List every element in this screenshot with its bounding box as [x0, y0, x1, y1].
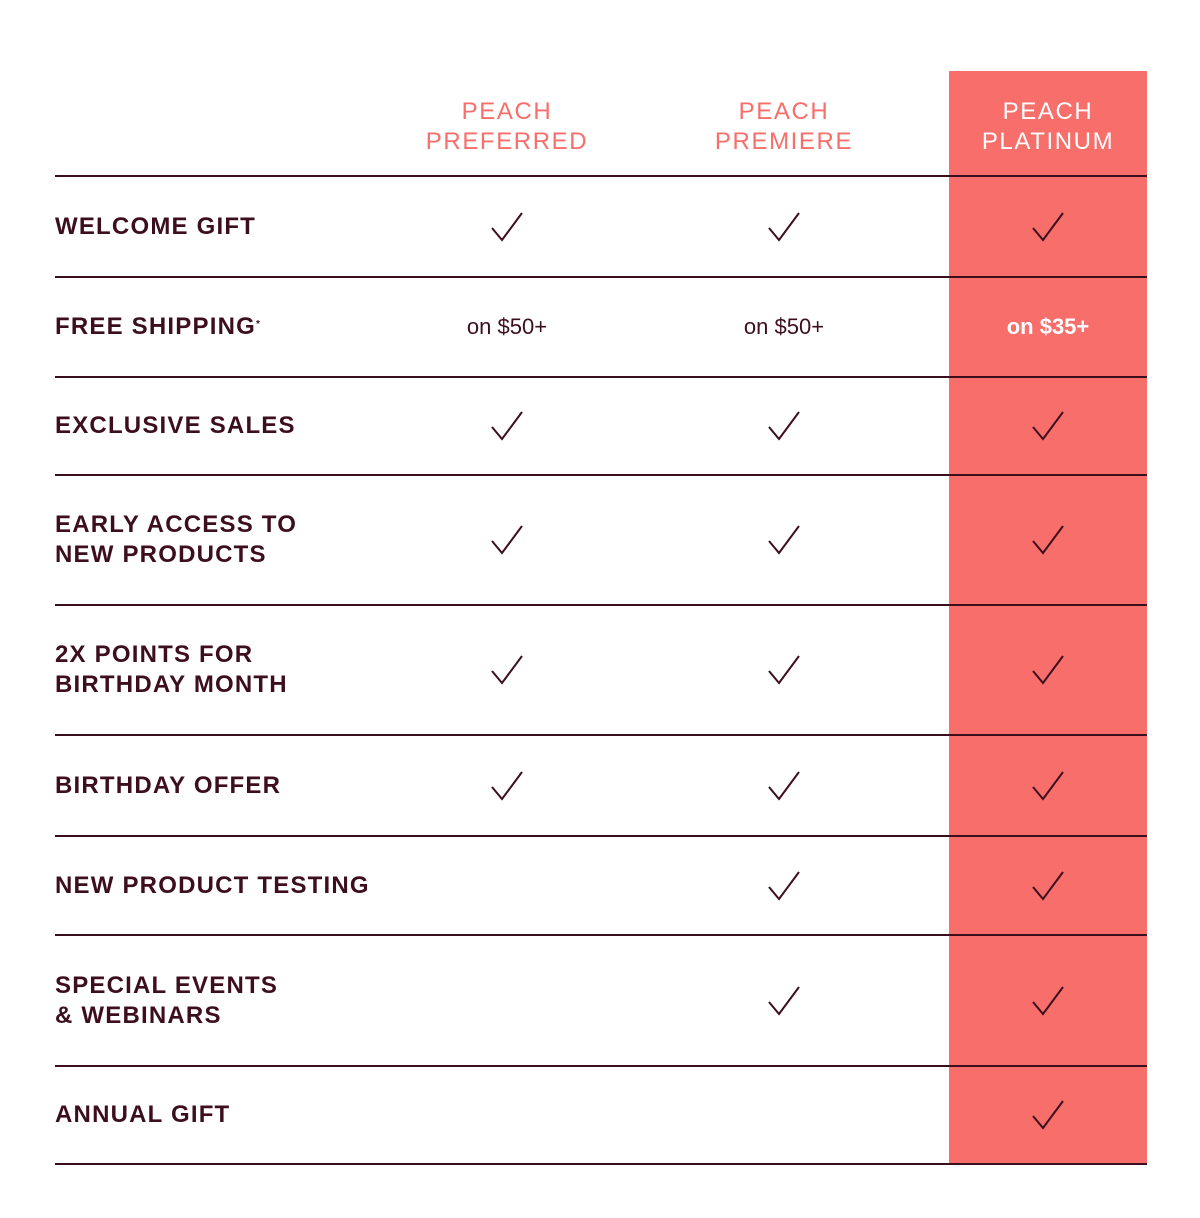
table-row: [55, 1065, 1147, 1165]
benefit-label: SPECIAL EVENTS & WEBINARS: [55, 971, 279, 1029]
check-icon: [491, 771, 523, 801]
benefit-label: ANNUAL GIFT: [55, 1101, 231, 1128]
check-icon: [491, 212, 523, 242]
benefit-label: NEW PRODUCT TESTING: [55, 871, 370, 899]
check-icon: [491, 655, 523, 685]
check-icon: [1032, 655, 1064, 685]
comparison-header: [55, 71, 1147, 176]
check-icon: [1032, 525, 1064, 555]
table-row: [55, 734, 1147, 835]
check-icon: [1032, 771, 1064, 801]
footnote-marker: *: [255, 319, 262, 330]
check-icon: [1032, 986, 1064, 1016]
check-icon: [768, 411, 800, 441]
check-icon: [1032, 1100, 1064, 1130]
table-row: [55, 276, 1147, 376]
shipping-threshold: on $35+: [1006, 314, 1090, 339]
table-row: [55, 604, 1147, 734]
benefit-label: 2X POINTS FOR BIRTHDAY MONTH: [55, 641, 288, 698]
tier-heading-preferred: PEACH PREFERRED: [425, 98, 589, 155]
benefit-label: EARLY ACCESS TO NEW PRODUCTS: [55, 511, 298, 568]
tier-heading-premiere: PEACH PREMIERE: [714, 98, 854, 155]
check-icon: [491, 411, 523, 441]
table-row: [55, 175, 1147, 276]
check-icon: [768, 212, 800, 242]
check-icon: [1032, 212, 1064, 242]
benefit-label: EXCLUSIVE SALES: [55, 412, 296, 439]
shipping-threshold: on $50+: [743, 314, 825, 339]
check-icon: [768, 771, 800, 801]
check-icon: [491, 525, 523, 555]
shipping-threshold: on $50+: [466, 314, 548, 339]
benefit-label: FREE SHIPPING*: [55, 313, 262, 340]
check-icon: [768, 871, 800, 901]
tier-heading-platinum: PEACH PLATINUM: [981, 98, 1115, 155]
benefit-label: BIRTHDAY OFFER: [55, 771, 282, 799]
check-icon: [1032, 411, 1064, 441]
check-icon: [768, 525, 800, 555]
benefits-comparison-table: [55, 175, 1147, 1165]
check-icon: [768, 655, 800, 685]
benefit-label: WELCOME GIFT: [55, 212, 257, 240]
table-row: [55, 474, 1147, 604]
check-icon: [768, 986, 800, 1016]
table-row: [55, 835, 1147, 934]
table-row: [55, 934, 1147, 1065]
table-row: [55, 376, 1147, 474]
check-icon: [1032, 871, 1064, 901]
